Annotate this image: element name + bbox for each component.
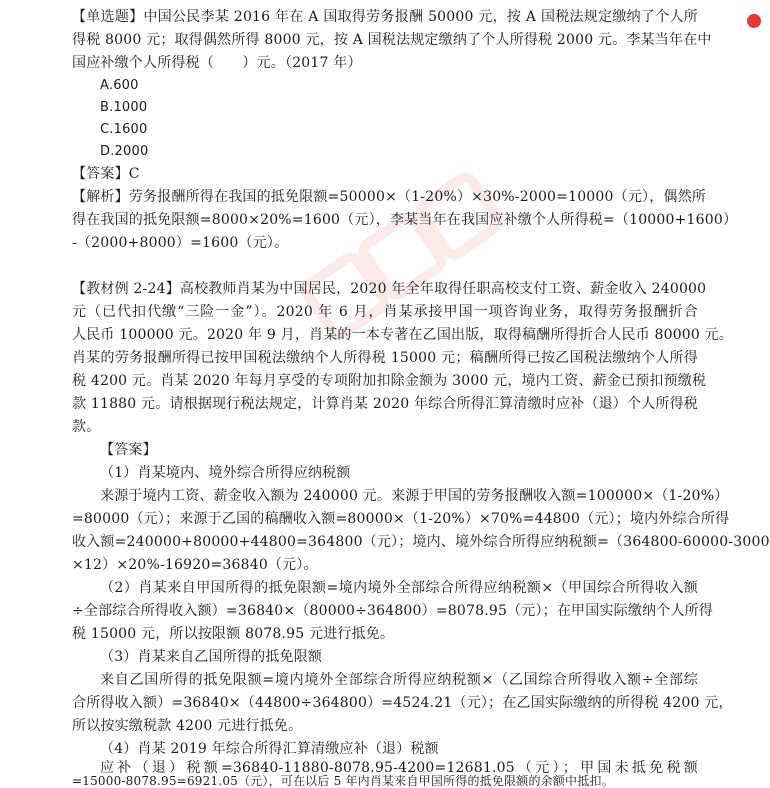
example-line-4: 肖某的劳务报酬所得已按甲国税法缴纳个人所得税 15000 元；稿酬所得已按乙国税法缴纳个人所得 bbox=[72, 350, 698, 366]
step4-line-2: =15000-8078.95=6921.05（元），可在以后 5 年内肖某来自甲国所得的抵免限额的余额中抵扣。 bbox=[72, 774, 614, 788]
example-line-2: 元（已代扣代缴“三险一金”）。2020 年 6 月，肖某承接甲国一项咨询业务，取得劳务报酬折合 bbox=[72, 304, 698, 320]
step1-line-4: ×12）×20%-16920=36840（元）。 bbox=[72, 557, 318, 573]
option-b: B.1000 bbox=[100, 100, 148, 115]
step1-line-1: 来源于境内工资、薪金收入额为 240000 元。来源于甲国的劳务报酬收入额=100000×（1-20%） bbox=[100, 488, 729, 504]
step2-line-3: 税 15000 元，所以按限额 8078.95 元进行抵免。 bbox=[72, 626, 395, 642]
step3-line-3: 所以按实缴税款 4200 元进行抵免。 bbox=[72, 718, 303, 734]
question-line-3: 国应补缴个人所得税（ ）元。（2017 年） bbox=[72, 55, 362, 71]
step1-title: （1）肖某境内、境外综合所得应纳税额 bbox=[100, 465, 351, 481]
step3-line-1: 来自乙国所得的抵免限额=境内境外全部综合所得应纳税额×（乙国综合所得收入额÷全部综 bbox=[100, 672, 698, 688]
example-answer-label: 【答案】 bbox=[100, 442, 157, 458]
analysis-line-1: 【解析】劳务报酬所得在我国的抵免限额=50000×（1-20%）×30%-2000=10000（元），偶然所 bbox=[72, 189, 707, 205]
corner-badge bbox=[747, 14, 761, 28]
example-line-5: 税 4200 元。肖某 2020 年每月享受的专项附加扣除金额为 3000 元，境内工资、薪金已预扣预缴税 bbox=[72, 373, 707, 389]
analysis-line-2: 得在我国的抵免限额=8000×20%=1600（元），李某当年在我国应补缴个人所得税=（10000+1600） bbox=[72, 212, 738, 228]
example-line-3: 人民币 100000 元。2020 年 9 月，肖某的一本专著在乙国出版，取得稿酬所得折合人民币 80000 元。 bbox=[72, 327, 734, 343]
analysis-line-3: -（2000+8000）=1600（元）。 bbox=[72, 235, 289, 251]
step2-line-1: （2）肖某来自甲国所得的抵免限额=境内境外全部综合所得应纳税额×（甲国综合所得收入额 bbox=[100, 580, 699, 596]
step3-line-2: 合所得收入额）=36840×（44800÷364800）=4524.21（元）；在乙国实际缴纳的所得税 4200 元， bbox=[72, 695, 733, 711]
option-c: C.1600 bbox=[100, 122, 148, 137]
option-d: D.2000 bbox=[100, 144, 149, 159]
example-line-1: 【教材例 2-24】高校教师肖某为中国居民，2020 年全年取得任职高校支付工资、薪金收入 240000 bbox=[72, 281, 707, 297]
answer-label: 【答案】C bbox=[72, 166, 140, 182]
example-line-6: 款 11880 元。请根据现行税法规定，计算肖某 2020 年综合所得汇算清缴时应补（退）个人所得税 bbox=[72, 396, 698, 412]
step1-line-2: =80000（元）；来源于乙国的稿酬收入额=80000×（1-20%）×70%=44800（元）；境内外综合所得 bbox=[72, 511, 730, 527]
step3-title: （3）肖某来自乙国所得的抵免限额 bbox=[100, 649, 323, 665]
question-line-1: 【单选题】中国公民李某 2016 年在 A 国取得劳务报酬 50000 元，按 A 国税法规定缴纳了个人所 bbox=[72, 9, 698, 25]
step2-line-2: ÷全部综合所得收入额）=36840×（80000÷364800）=8078.95（元）；在甲国实际缴纳个人所得 bbox=[72, 603, 714, 619]
option-a: A.600 bbox=[100, 78, 139, 93]
example-line-7: 款。 bbox=[72, 419, 101, 435]
step4-line-1: 应补（退）税额=36840-11880-8078.95-4200=12681.05（元）；甲国未抵免税额 bbox=[100, 760, 698, 776]
step1-line-3: 收入额=240000+80000+44800=364800（元）；境内、境外综合所得应纳税额=（364800-60000-3000 bbox=[72, 534, 770, 550]
step4-title: （4）肖某 2019 年综合所得汇算清缴应补（退）税额 bbox=[100, 741, 439, 757]
question-line-2: 得税 8000 元；取得偶然所得 8000 元，按 A 国税法规定缴纳了个人所得税 2000 元。李某当年在中 bbox=[72, 32, 712, 48]
